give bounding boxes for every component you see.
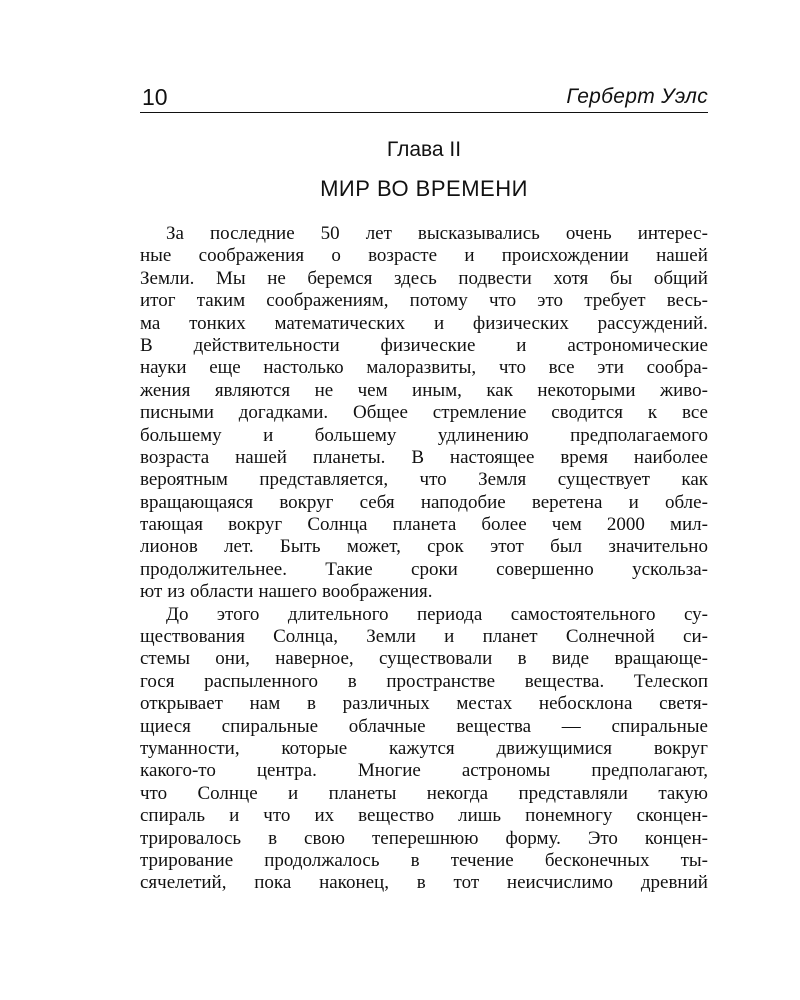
word: Это: [587, 827, 618, 849]
word: облачные: [348, 715, 426, 737]
word: древний: [640, 872, 708, 894]
word: лионов: [140, 536, 198, 558]
word: лет.: [224, 536, 254, 558]
text-line: [140, 313, 708, 335]
word: некоторыми: [537, 379, 636, 401]
word: ют: [140, 581, 163, 603]
word: чем: [357, 379, 388, 401]
word: не: [267, 267, 286, 289]
word: что: [140, 782, 168, 804]
word: Быть: [279, 536, 321, 558]
text-line: [140, 245, 708, 267]
word: трировалось: [140, 827, 242, 849]
word: области: [189, 581, 254, 603]
word: которые: [281, 737, 348, 759]
word: подвести: [458, 267, 532, 289]
word: о: [331, 245, 341, 267]
text-line: [140, 805, 708, 827]
word: За: [166, 223, 184, 244]
word: вероятным: [140, 469, 228, 491]
word: неисчислимо: [506, 872, 614, 894]
word: трирование: [140, 849, 234, 871]
word: Общее: [353, 402, 408, 424]
word: и: [229, 805, 240, 827]
text-line: [140, 828, 708, 850]
word: срок: [427, 536, 464, 558]
word: физические: [380, 334, 476, 356]
word: настолько: [263, 357, 344, 379]
word: итог: [140, 290, 176, 312]
word: действительности: [193, 334, 340, 356]
word: открывает: [140, 693, 223, 715]
word: предполагают,: [591, 760, 708, 782]
word: местах: [456, 693, 513, 715]
word: это: [537, 290, 564, 312]
text-line: [140, 290, 708, 312]
text-line: [140, 402, 708, 424]
word: очень: [565, 223, 612, 244]
word: Солнца: [307, 514, 368, 536]
word: В: [140, 334, 153, 356]
word: тот: [453, 872, 480, 894]
word: настоящее: [449, 446, 535, 468]
word: сообра-: [646, 357, 708, 379]
word: и: [464, 245, 475, 267]
word: веретена: [531, 491, 603, 513]
word: в: [517, 648, 527, 670]
word: стремление: [432, 402, 527, 424]
text-line: [140, 626, 708, 648]
word: сроки: [411, 558, 458, 580]
word: большему: [314, 424, 397, 446]
word: различных: [342, 693, 430, 715]
word: теперешнюю: [371, 827, 479, 849]
word: свою: [304, 827, 345, 849]
word: сячелетий,: [140, 872, 227, 894]
word: все: [681, 402, 708, 424]
text-line: [140, 492, 708, 514]
word: все: [548, 357, 575, 379]
word: 50: [320, 223, 340, 244]
word: удлинению: [437, 424, 529, 446]
word: и: [288, 782, 299, 804]
word: тонких: [189, 312, 246, 334]
text-line: [140, 514, 708, 536]
word: к: [647, 402, 658, 424]
text-line: [140, 872, 708, 894]
author-name: Герберт Уэлс: [566, 85, 708, 108]
word: общий: [653, 267, 708, 289]
text-line: [140, 604, 708, 626]
word: пространстве: [386, 670, 496, 692]
word: представляли: [518, 782, 628, 804]
text-line: [140, 760, 708, 782]
word: нашей: [235, 446, 287, 468]
word: что: [419, 469, 447, 491]
word: небосклона: [538, 693, 633, 715]
word: предполагаемого: [570, 424, 708, 446]
text-line: [140, 738, 708, 760]
word: последние: [209, 223, 295, 244]
text-line: [140, 716, 708, 738]
word: в: [306, 693, 316, 715]
word: в: [268, 827, 278, 849]
word: соображения: [198, 245, 305, 267]
word: и: [433, 312, 445, 334]
word: они,: [215, 648, 250, 670]
word: ма: [140, 312, 161, 334]
text-line: [140, 425, 708, 447]
word: продолжительнее.: [140, 558, 287, 580]
page-number: 10: [142, 84, 168, 110]
text-line: [140, 559, 708, 581]
word: Земля: [478, 469, 527, 491]
word: вещество: [358, 805, 435, 827]
chapter-title: МИР ВО ВРЕМЕНИ: [320, 176, 528, 201]
word: требует: [584, 290, 646, 312]
word: наподобие: [420, 491, 506, 513]
word: продолжалось: [264, 849, 380, 871]
word: жения: [140, 379, 191, 401]
word: ускольза-: [632, 558, 708, 580]
word: эти: [597, 357, 624, 379]
word: возраста: [140, 446, 210, 468]
word: интерес-: [637, 223, 708, 244]
word: здесь: [393, 267, 437, 289]
word: светя-: [659, 693, 708, 715]
word: стемы: [140, 648, 190, 670]
word: вращающаяся: [140, 491, 254, 513]
word: вещества.: [524, 670, 605, 692]
word: представляется,: [259, 469, 389, 491]
word: вокруг: [228, 514, 283, 536]
text-line: [140, 357, 708, 379]
word: Многие: [357, 760, 421, 782]
word: распыленного: [204, 670, 319, 692]
word: планет: [482, 626, 538, 648]
word: беремся: [307, 267, 373, 289]
word: и: [628, 491, 639, 513]
word: чем: [551, 514, 582, 536]
word: весь-: [666, 290, 708, 312]
word: —: [561, 715, 581, 737]
word: вокруг: [653, 737, 708, 759]
word: из: [167, 581, 185, 603]
word: сводится: [551, 402, 624, 424]
word: как: [681, 469, 708, 491]
word: может,: [346, 536, 401, 558]
word: си-: [683, 626, 708, 648]
word: Солнце: [197, 782, 258, 804]
text-line: [140, 469, 708, 491]
word: Солнца,: [273, 626, 339, 648]
word: рассуждений.: [597, 312, 708, 334]
word: В: [411, 446, 424, 468]
word: Солнечной: [565, 626, 655, 648]
word: значительно: [608, 536, 708, 558]
word: большему: [140, 424, 222, 446]
word: и: [516, 334, 527, 356]
word: нашей: [656, 245, 708, 267]
word: какого-то: [140, 760, 216, 782]
word: такую: [658, 782, 708, 804]
word: Мы: [215, 267, 246, 289]
word: туманности,: [140, 737, 240, 759]
word: нашего: [258, 581, 317, 603]
word: тающая: [140, 514, 203, 536]
word: наиболее: [633, 446, 708, 468]
text-line: [140, 223, 708, 245]
word: сконцен-: [636, 805, 708, 827]
text-line: [140, 850, 708, 872]
word: мил-: [669, 514, 708, 536]
word: в: [416, 872, 426, 894]
word: щиеся: [140, 715, 191, 737]
word: и: [444, 626, 455, 648]
word: иным,: [412, 379, 462, 401]
word: ты-: [680, 849, 708, 871]
word: писными: [140, 402, 214, 424]
text-line: [140, 536, 708, 558]
word: астрономы: [461, 760, 551, 782]
word: потому: [409, 290, 468, 312]
word: как: [486, 379, 513, 401]
word: периода: [416, 603, 483, 625]
word: происхождении: [501, 245, 629, 267]
word: и: [263, 424, 274, 446]
body-text: [140, 223, 708, 895]
word: этот: [490, 536, 524, 558]
word: виде: [551, 648, 590, 670]
text-line: [140, 581, 708, 603]
word: ществования: [140, 626, 245, 648]
word: концен-: [644, 827, 708, 849]
word: физических: [472, 312, 569, 334]
word: наконец,: [319, 872, 389, 894]
word: центра.: [256, 760, 317, 782]
text-line: [140, 380, 708, 402]
word: хотя: [553, 267, 589, 289]
text-line: [140, 783, 708, 805]
word: нам: [249, 693, 281, 715]
running-header: [140, 82, 708, 113]
word: не: [314, 379, 334, 401]
word: гося: [140, 670, 175, 692]
word: что: [489, 290, 517, 312]
book-page: [140, 0, 708, 1000]
word: наверное,: [275, 648, 354, 670]
word: таким: [196, 290, 246, 312]
word: существовали: [378, 648, 493, 670]
text-line: [140, 268, 708, 290]
word: спиральные: [611, 715, 708, 737]
word: спиральные: [221, 715, 319, 737]
word: малоразвиты,: [366, 357, 477, 379]
word: Земли: [366, 626, 416, 648]
word: высказывались: [417, 223, 540, 244]
word: этого: [216, 603, 260, 625]
word: бесконечных: [544, 849, 650, 871]
word: еще: [209, 357, 241, 379]
word: был: [550, 536, 583, 558]
word: возрасте: [368, 245, 438, 267]
word: планета: [392, 514, 457, 536]
word: воображения.: [321, 581, 433, 603]
word: пока: [254, 872, 292, 894]
word: в: [347, 670, 357, 692]
word: планеты: [328, 782, 397, 804]
word: совершенно: [496, 558, 594, 580]
word: планеты.: [312, 446, 386, 468]
word: лишь: [458, 805, 502, 827]
word: форму.: [505, 827, 561, 849]
word: течение: [450, 849, 514, 871]
text-line: [140, 693, 708, 715]
word: что: [498, 357, 526, 379]
word: существует: [557, 469, 650, 491]
word: в: [410, 849, 420, 871]
word: соображениям,: [266, 290, 389, 312]
word: движущимися: [496, 737, 613, 759]
word: самостоятельного: [510, 603, 656, 625]
word: спираль: [140, 805, 206, 827]
word: бы: [609, 267, 633, 289]
text-line: [140, 671, 708, 693]
word: Земли.: [140, 267, 195, 289]
word: вращающе-: [614, 648, 708, 670]
text-line: [140, 447, 708, 469]
word: лет: [365, 223, 392, 244]
word: ные: [140, 245, 172, 267]
word: что: [263, 805, 291, 827]
word: являются: [214, 379, 291, 401]
word: вокруг: [279, 491, 334, 513]
word: кажутся: [388, 737, 455, 759]
word: себя: [359, 491, 395, 513]
word: понемногу: [525, 805, 613, 827]
word: науки: [140, 357, 187, 379]
word: математических: [274, 312, 406, 334]
word: время: [560, 446, 608, 468]
word: некогда: [426, 782, 489, 804]
word: Телескоп: [633, 670, 708, 692]
word: их: [314, 805, 335, 827]
word: вещества: [456, 715, 532, 737]
text-line: [140, 648, 708, 670]
word: су-: [683, 603, 708, 625]
word: До: [166, 603, 189, 625]
word: 2000: [606, 514, 645, 536]
word: более: [481, 514, 527, 536]
word: длительного: [287, 603, 389, 625]
word: обле-: [664, 491, 708, 513]
text-line: [140, 335, 708, 357]
chapter-label: Глава II: [386, 138, 462, 161]
word: живо-: [659, 379, 708, 401]
word: астрономические: [567, 334, 708, 356]
word: Такие: [325, 558, 373, 580]
word: догадками.: [238, 402, 329, 424]
